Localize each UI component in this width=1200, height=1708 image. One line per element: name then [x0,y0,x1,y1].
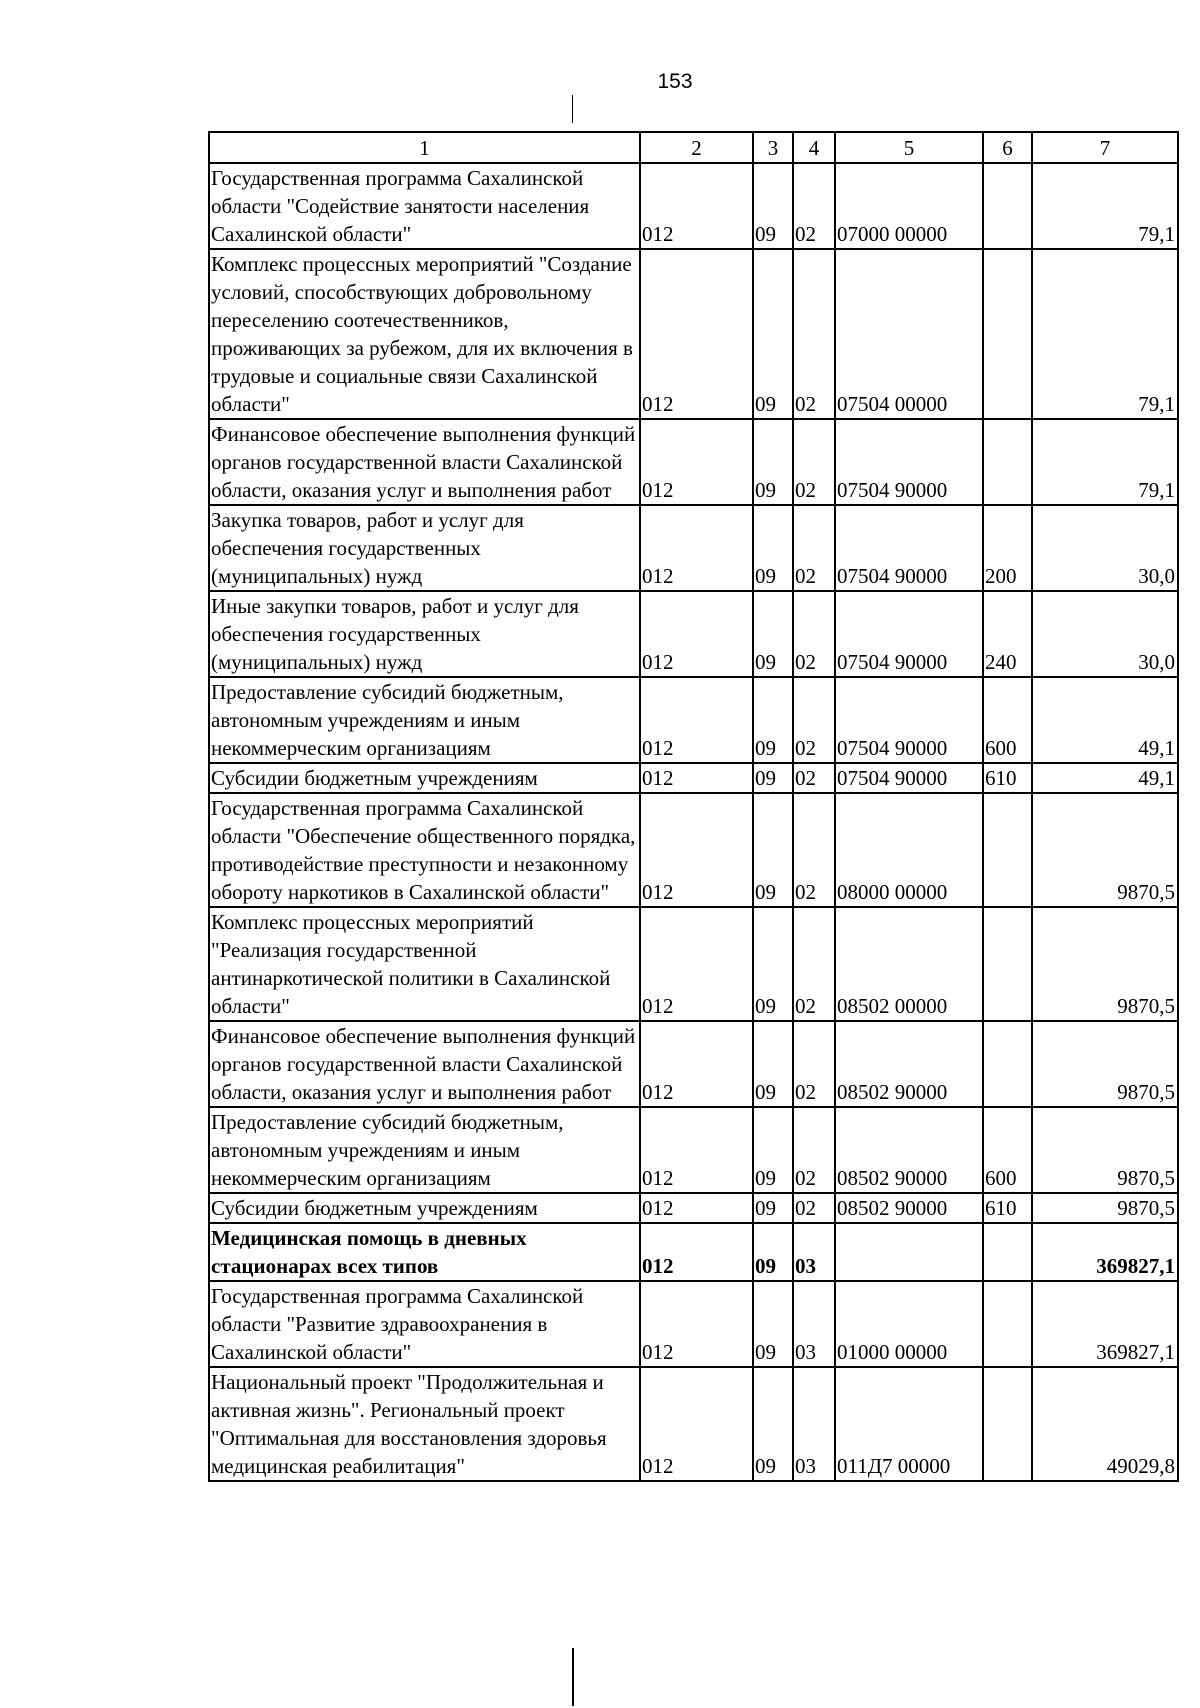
row-amount-cell: 79,1 [1032,163,1178,249]
row-amount-cell: 369827,1 [1032,1223,1178,1281]
row-name-cell: Субсидии бюджетным учреждениям [209,763,640,793]
row-type-cell: 600 [983,677,1032,763]
row-subsection-cell: 02 [793,1021,835,1107]
row-section-cell: 09 [753,1021,793,1107]
row-gov-code-cell: 012 [640,505,753,591]
row-section-cell: 09 [753,419,793,505]
table-row [209,763,1178,793]
row-section-cell: 09 [753,1107,793,1193]
row-target-cell: 07504 90000 [835,591,983,677]
row-subsection-cell: 02 [793,591,835,677]
row-section-cell: 09 [753,1193,793,1223]
row-gov-code-cell: 012 [640,763,753,793]
row-target-cell: 07504 90000 [835,677,983,763]
row-name-cell: Финансовое обеспечение выполнения функций органов государственной власти Сахалинской области, оказания услуг и выполнения работ [209,1021,640,1107]
row-target-cell: 07504 00000 [835,249,983,419]
row-type-cell: 610 [983,763,1032,793]
row-amount-cell: 9870,5 [1032,1021,1178,1107]
row-target-cell: 011Д7 00000 [835,1367,983,1481]
row-amount-cell: 49,1 [1032,763,1178,793]
row-type-cell [983,163,1032,249]
table-row [209,1281,1178,1367]
row-gov-code-cell: 012 [640,907,753,1021]
row-gov-code-cell: 012 [640,793,753,907]
row-name-cell: Предоставление субсидий бюджетным, автономным учреждениям и иным некоммерческим организациям [209,677,640,763]
table-row [209,163,1178,249]
row-amount-cell: 30,0 [1032,591,1178,677]
row-type-cell [983,419,1032,505]
table-row [209,249,1178,419]
row-gov-code-cell: 012 [640,163,753,249]
row-name-cell: Медицинская помощь в дневных стационарах всех типов [209,1223,640,1281]
row-section-cell: 09 [753,163,793,249]
row-subsection-cell: 02 [793,1107,835,1193]
row-section-cell: 09 [753,763,793,793]
row-section-cell: 09 [753,591,793,677]
row-amount-cell: 49029,8 [1032,1367,1178,1481]
row-name-cell: Национальный проект "Продолжительная и активная жизнь". Региональный проект "Оптимальная для восстановления здоровья медицинская реабилитация" [209,1367,640,1481]
table-row [209,1021,1178,1107]
column-header: 2 [640,132,753,163]
column-header: 4 [793,132,835,163]
table-row [209,591,1178,677]
row-subsection-cell: 02 [793,505,835,591]
row-amount-cell: 9870,5 [1032,907,1178,1021]
row-amount-cell: 79,1 [1032,419,1178,505]
row-name-cell: Финансовое обеспечение выполнения функций органов государственной власти Сахалинской области, оказания услуг и выполнения работ [209,419,640,505]
budget-table [208,131,1179,1482]
row-section-cell: 09 [753,1223,793,1281]
row-name-cell: Предоставление субсидий бюджетным, автономным учреждениям и иным некоммерческим организациям [209,1107,640,1193]
row-subsection-cell: 03 [793,1367,835,1481]
column-header: 1 [209,132,640,163]
column-header: 7 [1032,132,1178,163]
row-gov-code-cell: 012 [640,1021,753,1107]
row-subsection-cell: 02 [793,763,835,793]
row-type-cell [983,793,1032,907]
row-subsection-cell: 02 [793,419,835,505]
row-gov-code-cell: 012 [640,1223,753,1281]
row-target-cell: 07504 90000 [835,763,983,793]
row-subsection-cell: 02 [793,163,835,249]
row-amount-cell: 49,1 [1032,677,1178,763]
table-row [209,1367,1178,1481]
table-row [209,1107,1178,1193]
row-gov-code-cell: 012 [640,677,753,763]
row-amount-cell: 79,1 [1032,249,1178,419]
table-row [209,1223,1178,1281]
row-type-cell [983,1223,1032,1281]
row-type-cell: 600 [983,1107,1032,1193]
row-name-cell: Комплекс процессных мероприятий "Создание условий, способствующих добровольному переселению соотечественников, проживающих за рубежом, для их включения в трудовые и социальные связи Сахалинской области" [209,249,640,419]
row-name-cell: Государственная программа Сахалинской области "Развитие здравоохранения в Сахалинской области" [209,1281,640,1367]
row-target-cell: 01000 00000 [835,1281,983,1367]
row-gov-code-cell: 012 [640,1367,753,1481]
row-section-cell: 09 [753,677,793,763]
row-subsection-cell: 02 [793,907,835,1021]
row-name-cell: Закупка товаров, работ и услуг для обеспечения государственных (муниципальных) нужд [209,505,640,591]
row-target-cell: 07504 90000 [835,505,983,591]
row-subsection-cell: 02 [793,677,835,763]
row-subsection-cell: 02 [793,249,835,419]
table-row [209,907,1178,1021]
row-amount-cell: 9870,5 [1032,1193,1178,1223]
row-gov-code-cell: 012 [640,1281,753,1367]
row-section-cell: 09 [753,907,793,1021]
row-section-cell: 09 [753,1367,793,1481]
row-target-cell: 08502 90000 [835,1107,983,1193]
row-amount-cell: 30,0 [1032,505,1178,591]
row-amount-cell: 9870,5 [1032,793,1178,907]
row-amount-cell: 9870,5 [1032,1107,1178,1193]
row-subsection-cell: 02 [793,793,835,907]
row-section-cell: 09 [753,505,793,591]
row-name-cell: Государственная программа Сахалинской области "Содействие занятости населения Сахалинской области" [209,163,640,249]
row-section-cell: 09 [753,793,793,907]
scan-mark [572,1648,574,1706]
row-target-cell [835,1223,983,1281]
row-subsection-cell: 03 [793,1281,835,1367]
column-header: 5 [835,132,983,163]
row-type-cell: 200 [983,505,1032,591]
row-target-cell: 08000 00000 [835,793,983,907]
row-type-cell [983,1367,1032,1481]
scan-mark [572,95,573,123]
table-row [209,419,1178,505]
row-type-cell [983,1281,1032,1367]
column-header: 6 [983,132,1032,163]
row-target-cell: 07000 00000 [835,163,983,249]
row-amount-cell: 369827,1 [1032,1281,1178,1367]
table-row [209,677,1178,763]
row-target-cell: 07504 90000 [835,419,983,505]
page-number: 153 [657,70,693,93]
row-gov-code-cell: 012 [640,1107,753,1193]
row-gov-code-cell: 012 [640,419,753,505]
row-subsection-cell: 02 [793,1193,835,1223]
row-type-cell: 610 [983,1193,1032,1223]
row-type-cell [983,249,1032,419]
table-header-row [209,132,1178,163]
column-header: 3 [753,132,793,163]
row-subsection-cell: 03 [793,1223,835,1281]
row-type-cell [983,907,1032,1021]
row-section-cell: 09 [753,249,793,419]
row-type-cell: 240 [983,591,1032,677]
row-gov-code-cell: 012 [640,249,753,419]
table-row [209,505,1178,591]
row-name-cell: Иные закупки товаров, работ и услуг для обеспечения государственных (муниципальных) нужд [209,591,640,677]
row-name-cell: Комплекс процессных мероприятий "Реализация государственной антинаркотической политики в Сахалинской области" [209,907,640,1021]
row-target-cell: 08502 00000 [835,907,983,1021]
row-target-cell: 08502 90000 [835,1021,983,1107]
row-section-cell: 09 [753,1281,793,1367]
table-row [209,793,1178,907]
row-name-cell: Субсидии бюджетным учреждениям [209,1193,640,1223]
row-gov-code-cell: 012 [640,1193,753,1223]
row-gov-code-cell: 012 [640,591,753,677]
row-target-cell: 08502 90000 [835,1193,983,1223]
row-name-cell: Государственная программа Сахалинской области "Обеспечение общественного порядка, противодействие преступности и незаконному обороту наркотиков в Сахалинской области" [209,793,640,907]
row-type-cell [983,1021,1032,1107]
table-row [209,1193,1178,1223]
